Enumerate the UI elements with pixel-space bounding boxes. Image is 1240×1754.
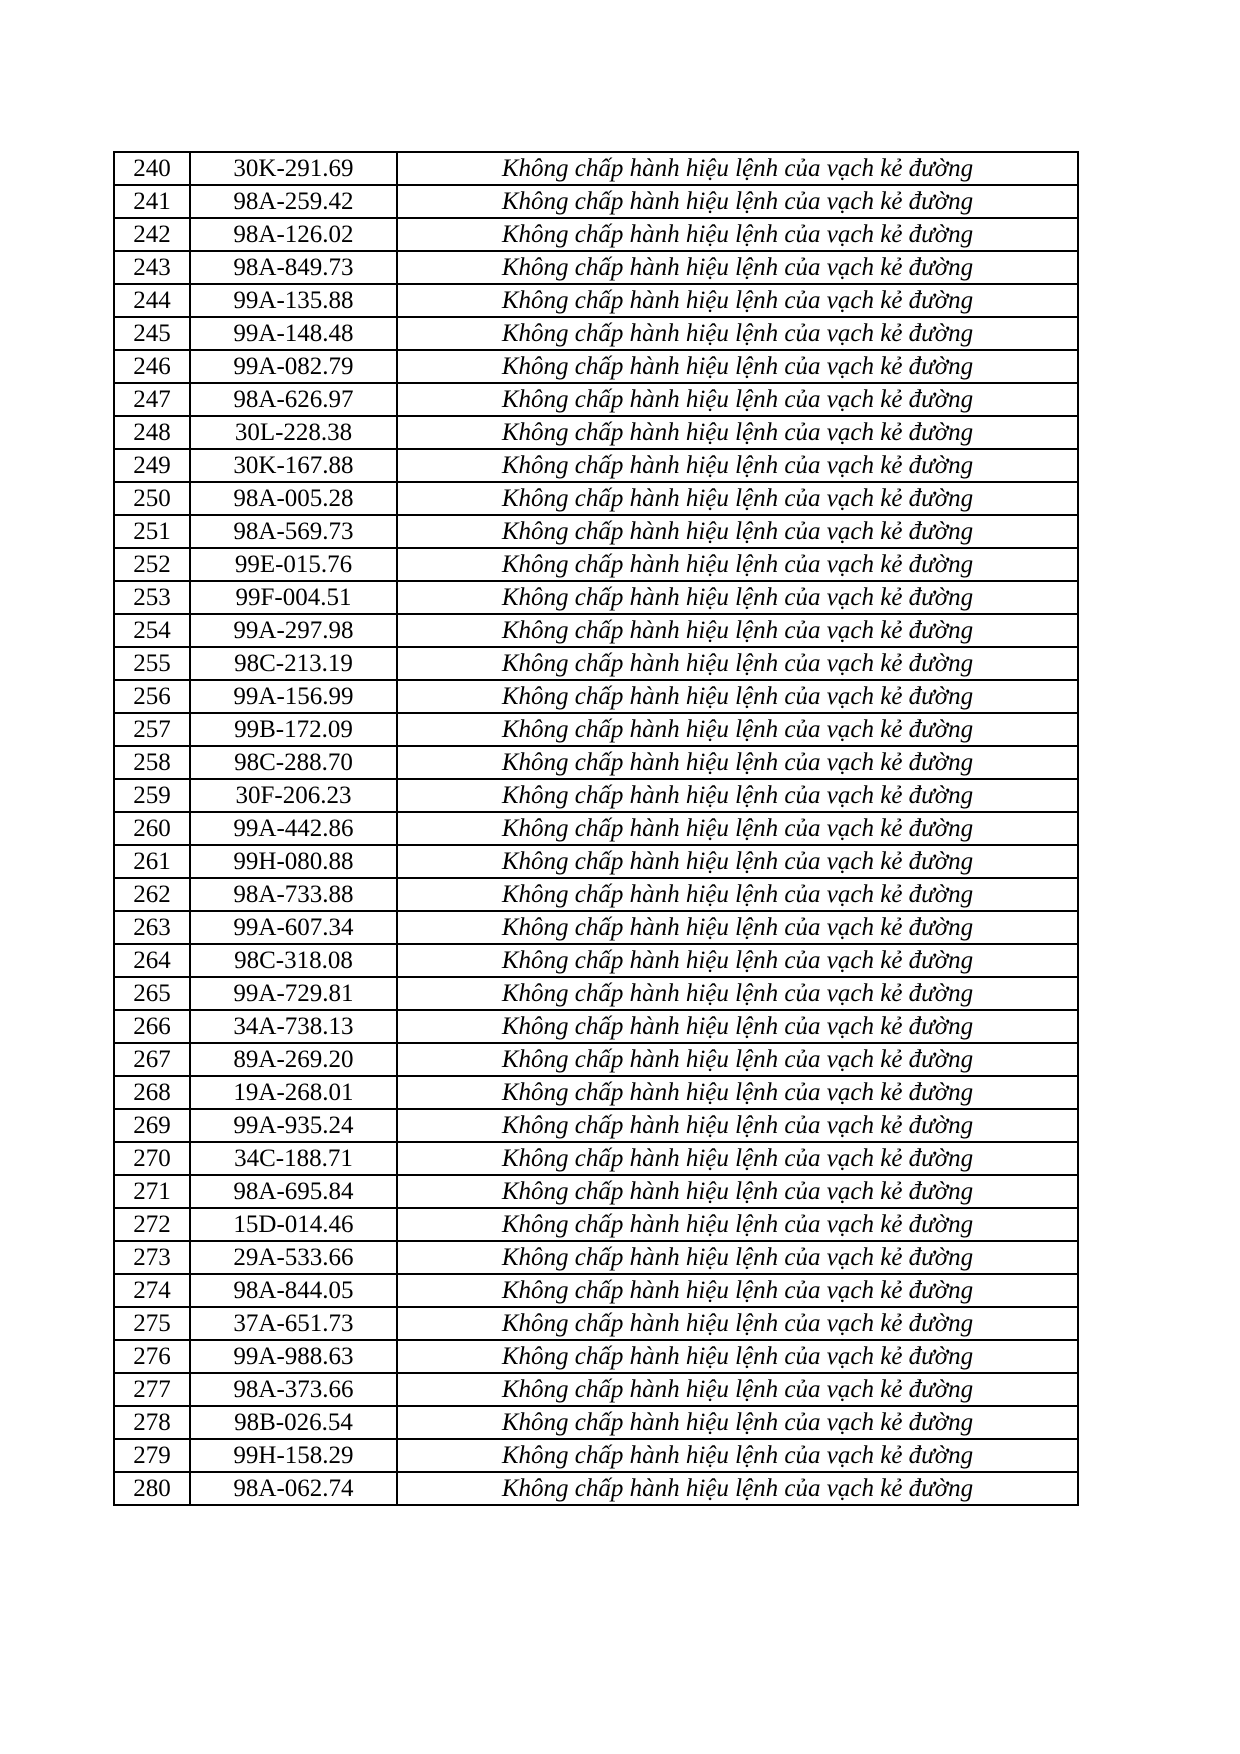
violation-description-cell: Không chấp hành hiệu lệnh của vạch kẻ đường bbox=[397, 1010, 1078, 1043]
table-row bbox=[114, 1472, 1078, 1505]
license-plate-cell: 99H-080.88 bbox=[190, 845, 397, 878]
row-number-cell: 275 bbox=[114, 1307, 190, 1340]
license-plate-cell: 99A-297.98 bbox=[190, 614, 397, 647]
violation-description-cell: Không chấp hành hiệu lệnh của vạch kẻ đường bbox=[397, 1340, 1078, 1373]
license-plate-cell: 99H-158.29 bbox=[190, 1439, 397, 1472]
license-plate-cell: 37A-651.73 bbox=[190, 1307, 397, 1340]
license-plate-cell: 99A-607.34 bbox=[190, 911, 397, 944]
table-row bbox=[114, 515, 1078, 548]
table-row bbox=[114, 1208, 1078, 1241]
violation-description-cell: Không chấp hành hiệu lệnh của vạch kẻ đường bbox=[397, 1472, 1078, 1505]
table-row bbox=[114, 152, 1078, 185]
table-row bbox=[114, 1175, 1078, 1208]
row-number-cell: 260 bbox=[114, 812, 190, 845]
table-row bbox=[114, 581, 1078, 614]
table-row bbox=[114, 713, 1078, 746]
violation-description-cell: Không chấp hành hiệu lệnh của vạch kẻ đường bbox=[397, 1076, 1078, 1109]
row-number-cell: 247 bbox=[114, 383, 190, 416]
row-number-cell: 272 bbox=[114, 1208, 190, 1241]
violation-description-cell: Không chấp hành hiệu lệnh của vạch kẻ đường bbox=[397, 218, 1078, 251]
violation-description-cell: Không chấp hành hiệu lệnh của vạch kẻ đường bbox=[397, 251, 1078, 284]
row-number-cell: 243 bbox=[114, 251, 190, 284]
table-row bbox=[114, 449, 1078, 482]
row-number-cell: 277 bbox=[114, 1373, 190, 1406]
violation-description-cell: Không chấp hành hiệu lệnh của vạch kẻ đường bbox=[397, 416, 1078, 449]
violation-description-cell: Không chấp hành hiệu lệnh của vạch kẻ đường bbox=[397, 845, 1078, 878]
license-plate-cell: 99A-156.99 bbox=[190, 680, 397, 713]
row-number-cell: 242 bbox=[114, 218, 190, 251]
violation-description-cell: Không chấp hành hiệu lệnh của vạch kẻ đường bbox=[397, 614, 1078, 647]
violation-description-cell: Không chấp hành hiệu lệnh của vạch kẻ đường bbox=[397, 1373, 1078, 1406]
table-row bbox=[114, 977, 1078, 1010]
violations-table bbox=[113, 151, 1079, 1506]
violation-description-cell: Không chấp hành hiệu lệnh của vạch kẻ đường bbox=[397, 449, 1078, 482]
license-plate-cell: 98B-026.54 bbox=[190, 1406, 397, 1439]
license-plate-cell: 30F-206.23 bbox=[190, 779, 397, 812]
row-number-cell: 269 bbox=[114, 1109, 190, 1142]
table-row bbox=[114, 218, 1078, 251]
violation-description-cell: Không chấp hành hiệu lệnh của vạch kẻ đường bbox=[397, 581, 1078, 614]
license-plate-cell: 98A-849.73 bbox=[190, 251, 397, 284]
license-plate-cell: 99F-004.51 bbox=[190, 581, 397, 614]
row-number-cell: 274 bbox=[114, 1274, 190, 1307]
violation-description-cell: Không chấp hành hiệu lệnh của vạch kẻ đường bbox=[397, 1307, 1078, 1340]
violation-description-cell: Không chấp hành hiệu lệnh của vạch kẻ đường bbox=[397, 1175, 1078, 1208]
license-plate-cell: 98A-844.05 bbox=[190, 1274, 397, 1307]
table-row bbox=[114, 746, 1078, 779]
row-number-cell: 251 bbox=[114, 515, 190, 548]
row-number-cell: 258 bbox=[114, 746, 190, 779]
license-plate-cell: 98A-569.73 bbox=[190, 515, 397, 548]
row-number-cell: 262 bbox=[114, 878, 190, 911]
license-plate-cell: 98A-259.42 bbox=[190, 185, 397, 218]
license-plate-cell: 34C-188.71 bbox=[190, 1142, 397, 1175]
license-plate-cell: 99B-172.09 bbox=[190, 713, 397, 746]
violation-description-cell: Không chấp hành hiệu lệnh của vạch kẻ đường bbox=[397, 746, 1078, 779]
violation-description-cell: Không chấp hành hiệu lệnh của vạch kẻ đường bbox=[397, 944, 1078, 977]
row-number-cell: 245 bbox=[114, 317, 190, 350]
row-number-cell: 263 bbox=[114, 911, 190, 944]
table-row bbox=[114, 548, 1078, 581]
row-number-cell: 270 bbox=[114, 1142, 190, 1175]
violation-description-cell: Không chấp hành hiệu lệnh của vạch kẻ đường bbox=[397, 1142, 1078, 1175]
license-plate-cell: 19A-268.01 bbox=[190, 1076, 397, 1109]
license-plate-cell: 98A-733.88 bbox=[190, 878, 397, 911]
row-number-cell: 265 bbox=[114, 977, 190, 1010]
table-row bbox=[114, 482, 1078, 515]
violation-description-cell: Không chấp hành hiệu lệnh của vạch kẻ đường bbox=[397, 317, 1078, 350]
table-row bbox=[114, 647, 1078, 680]
license-plate-cell: 99A-988.63 bbox=[190, 1340, 397, 1373]
table-row bbox=[114, 680, 1078, 713]
table-row bbox=[114, 614, 1078, 647]
violation-description-cell: Không chấp hành hiệu lệnh của vạch kẻ đường bbox=[397, 185, 1078, 218]
table-row bbox=[114, 383, 1078, 416]
table-row bbox=[114, 812, 1078, 845]
table-row bbox=[114, 1274, 1078, 1307]
license-plate-cell: 30K-291.69 bbox=[190, 152, 397, 185]
violation-description-cell: Không chấp hành hiệu lệnh của vạch kẻ đường bbox=[397, 1406, 1078, 1439]
license-plate-cell: 98A-005.28 bbox=[190, 482, 397, 515]
row-number-cell: 273 bbox=[114, 1241, 190, 1274]
license-plate-cell: 99A-082.79 bbox=[190, 350, 397, 383]
table-row bbox=[114, 1373, 1078, 1406]
license-plate-cell: 29A-533.66 bbox=[190, 1241, 397, 1274]
license-plate-cell: 98A-626.97 bbox=[190, 383, 397, 416]
row-number-cell: 241 bbox=[114, 185, 190, 218]
violation-description-cell: Không chấp hành hiệu lệnh của vạch kẻ đường bbox=[397, 977, 1078, 1010]
table-row bbox=[114, 1307, 1078, 1340]
violation-description-cell: Không chấp hành hiệu lệnh của vạch kẻ đường bbox=[397, 515, 1078, 548]
row-number-cell: 256 bbox=[114, 680, 190, 713]
table-row bbox=[114, 845, 1078, 878]
license-plate-cell: 98A-062.74 bbox=[190, 1472, 397, 1505]
row-number-cell: 268 bbox=[114, 1076, 190, 1109]
violation-description-cell: Không chấp hành hiệu lệnh của vạch kẻ đường bbox=[397, 284, 1078, 317]
license-plate-cell: 89A-269.20 bbox=[190, 1043, 397, 1076]
table-row bbox=[114, 1241, 1078, 1274]
violation-description-cell: Không chấp hành hiệu lệnh của vạch kẻ đường bbox=[397, 713, 1078, 746]
row-number-cell: 271 bbox=[114, 1175, 190, 1208]
license-plate-cell: 99A-135.88 bbox=[190, 284, 397, 317]
violation-description-cell: Không chấp hành hiệu lệnh của vạch kẻ đường bbox=[397, 779, 1078, 812]
violation-description-cell: Không chấp hành hiệu lệnh của vạch kẻ đường bbox=[397, 482, 1078, 515]
violation-description-cell: Không chấp hành hiệu lệnh của vạch kẻ đường bbox=[397, 1274, 1078, 1307]
license-plate-cell: 15D-014.46 bbox=[190, 1208, 397, 1241]
violations-table-body bbox=[114, 152, 1078, 1505]
row-number-cell: 266 bbox=[114, 1010, 190, 1043]
table-row bbox=[114, 911, 1078, 944]
row-number-cell: 240 bbox=[114, 152, 190, 185]
row-number-cell: 267 bbox=[114, 1043, 190, 1076]
table-row bbox=[114, 251, 1078, 284]
violation-description-cell: Không chấp hành hiệu lệnh của vạch kẻ đường bbox=[397, 1043, 1078, 1076]
row-number-cell: 255 bbox=[114, 647, 190, 680]
violation-description-cell: Không chấp hành hiệu lệnh của vạch kẻ đường bbox=[397, 1241, 1078, 1274]
table-row bbox=[114, 878, 1078, 911]
violation-description-cell: Không chấp hành hiệu lệnh của vạch kẻ đường bbox=[397, 1109, 1078, 1142]
table-row bbox=[114, 779, 1078, 812]
violation-description-cell: Không chấp hành hiệu lệnh của vạch kẻ đường bbox=[397, 350, 1078, 383]
row-number-cell: 276 bbox=[114, 1340, 190, 1373]
violation-description-cell: Không chấp hành hiệu lệnh của vạch kẻ đường bbox=[397, 911, 1078, 944]
table-row bbox=[114, 317, 1078, 350]
license-plate-cell: 99E-015.76 bbox=[190, 548, 397, 581]
row-number-cell: 278 bbox=[114, 1406, 190, 1439]
violation-description-cell: Không chấp hành hiệu lệnh của vạch kẻ đường bbox=[397, 152, 1078, 185]
table-row bbox=[114, 350, 1078, 383]
violation-description-cell: Không chấp hành hiệu lệnh của vạch kẻ đường bbox=[397, 680, 1078, 713]
row-number-cell: 246 bbox=[114, 350, 190, 383]
table-row bbox=[114, 1076, 1078, 1109]
table-row bbox=[114, 1340, 1078, 1373]
table-row bbox=[114, 1439, 1078, 1472]
row-number-cell: 257 bbox=[114, 713, 190, 746]
row-number-cell: 254 bbox=[114, 614, 190, 647]
license-plate-cell: 98C-288.70 bbox=[190, 746, 397, 779]
table-row bbox=[114, 185, 1078, 218]
table-row bbox=[114, 1406, 1078, 1439]
row-number-cell: 250 bbox=[114, 482, 190, 515]
violation-description-cell: Không chấp hành hiệu lệnh của vạch kẻ đường bbox=[397, 878, 1078, 911]
row-number-cell: 259 bbox=[114, 779, 190, 812]
license-plate-cell: 99A-935.24 bbox=[190, 1109, 397, 1142]
table-row bbox=[114, 1010, 1078, 1043]
violation-description-cell: Không chấp hành hiệu lệnh của vạch kẻ đường bbox=[397, 812, 1078, 845]
table-row bbox=[114, 1109, 1078, 1142]
license-plate-cell: 98C-318.08 bbox=[190, 944, 397, 977]
row-number-cell: 253 bbox=[114, 581, 190, 614]
row-number-cell: 248 bbox=[114, 416, 190, 449]
table-row bbox=[114, 1043, 1078, 1076]
violation-description-cell: Không chấp hành hiệu lệnh của vạch kẻ đường bbox=[397, 383, 1078, 416]
table-row bbox=[114, 284, 1078, 317]
license-plate-cell: 98A-373.66 bbox=[190, 1373, 397, 1406]
license-plate-cell: 99A-442.86 bbox=[190, 812, 397, 845]
license-plate-cell: 99A-148.48 bbox=[190, 317, 397, 350]
license-plate-cell: 98C-213.19 bbox=[190, 647, 397, 680]
table-row bbox=[114, 416, 1078, 449]
license-plate-cell: 30K-167.88 bbox=[190, 449, 397, 482]
license-plate-cell: 98A-126.02 bbox=[190, 218, 397, 251]
license-plate-cell: 99A-729.81 bbox=[190, 977, 397, 1010]
table-row bbox=[114, 944, 1078, 977]
row-number-cell: 279 bbox=[114, 1439, 190, 1472]
license-plate-cell: 30L-228.38 bbox=[190, 416, 397, 449]
row-number-cell: 280 bbox=[114, 1472, 190, 1505]
row-number-cell: 264 bbox=[114, 944, 190, 977]
violation-description-cell: Không chấp hành hiệu lệnh của vạch kẻ đường bbox=[397, 647, 1078, 680]
row-number-cell: 261 bbox=[114, 845, 190, 878]
row-number-cell: 244 bbox=[114, 284, 190, 317]
violation-description-cell: Không chấp hành hiệu lệnh của vạch kẻ đường bbox=[397, 1439, 1078, 1472]
violation-description-cell: Không chấp hành hiệu lệnh của vạch kẻ đường bbox=[397, 1208, 1078, 1241]
license-plate-cell: 34A-738.13 bbox=[190, 1010, 397, 1043]
row-number-cell: 252 bbox=[114, 548, 190, 581]
row-number-cell: 249 bbox=[114, 449, 190, 482]
violation-description-cell: Không chấp hành hiệu lệnh của vạch kẻ đường bbox=[397, 548, 1078, 581]
license-plate-cell: 98A-695.84 bbox=[190, 1175, 397, 1208]
table-row bbox=[114, 1142, 1078, 1175]
